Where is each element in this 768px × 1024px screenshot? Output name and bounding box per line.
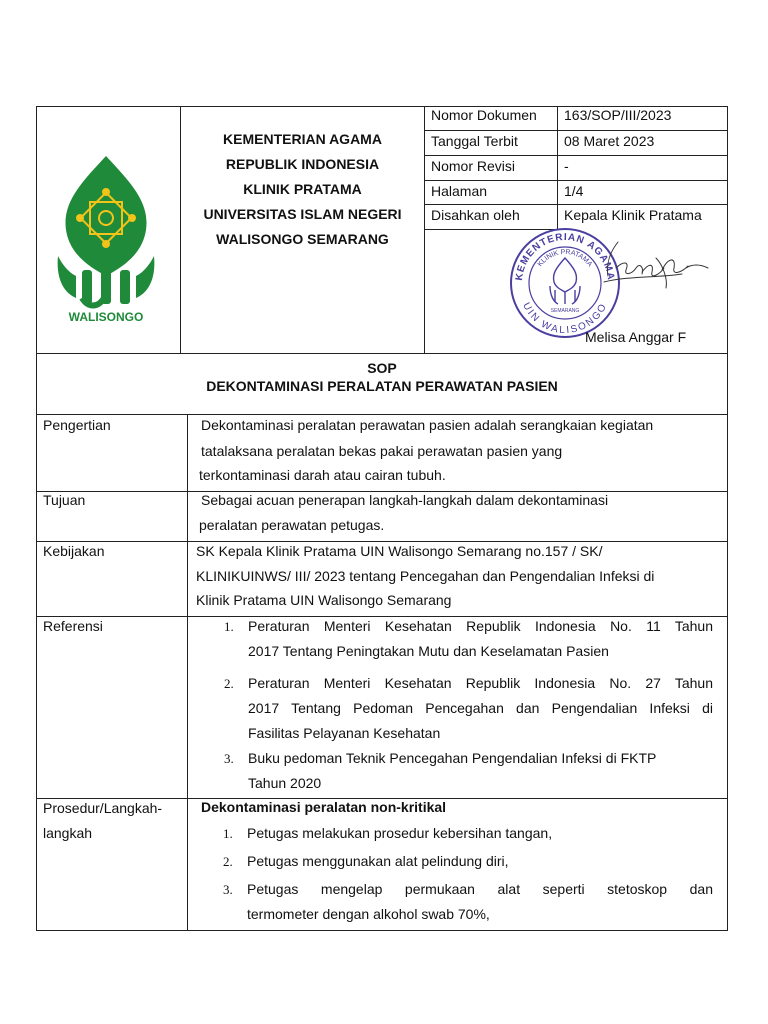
- ref-item-1-number: 1.: [224, 619, 234, 634]
- stamp-inner-text: KLINIK PRATAMA: [536, 248, 594, 269]
- table-border-left: [36, 106, 37, 931]
- meta-label-disahkan-oleh: Disahkan oleh: [431, 207, 520, 223]
- meta-label-tanggal-terbit: Tanggal Terbit: [431, 133, 518, 149]
- label-pengertian: Pengertian: [43, 417, 111, 433]
- table-border-right: [727, 106, 728, 931]
- prosedur-item-3-line-1: Petugas mengelap permukaan alat seperti stetoskop dan: [247, 881, 713, 897]
- meta-line-4: [424, 204, 728, 205]
- prosedur-item-1-line-1: Petugas melakukan prosedur kebersihan tangan,: [247, 825, 553, 841]
- sop-title: DEKONTAMINASI PERALATAN PERAWATAN PASIEN: [206, 378, 558, 394]
- tujuan-line-1: Sebagai acuan penerapan langkah-langkah dalam dekontaminasi: [201, 492, 609, 508]
- kebijakan-line-2: KLINIKUINWS/ III/ 2023 tentang Pencegahan dan Pengendalian Infeksi di: [196, 568, 655, 584]
- ref-item-2-number: 2.: [224, 676, 234, 691]
- ref-item-3-line-1: Buku pedoman Teknik Pencegahan Pengendalian Infeksi di FKTP: [248, 750, 657, 766]
- pengertian-line-1: Dekontaminasi peralatan perawatan pasien adalah serangkaian kegiatan: [201, 417, 654, 433]
- ref-item-3-line-2: Tahun 2020: [248, 775, 322, 791]
- prosedur-heading: Dekontaminasi peralatan non-kritikal: [201, 799, 447, 815]
- meta-value-tanggal-terbit: 08 Maret 2023: [564, 133, 655, 149]
- title-bottom-line: [36, 414, 728, 415]
- signature: [596, 238, 714, 298]
- org-line-3: KLINIK PRATAMA: [243, 181, 362, 197]
- meta-line-3: [424, 180, 728, 181]
- label-referensi: Referensi: [43, 618, 103, 634]
- ref-item-3-number: 3.: [224, 751, 234, 766]
- stamp-bottom-text: UIN WALISONGO: [520, 300, 610, 337]
- pengertian-line-2: tatalaksana peralatan bekas pakai perawatan pasien yang: [201, 443, 563, 459]
- prosedur-item-2-line-1: Petugas menggunakan alat pelindung diri,: [247, 853, 509, 869]
- prosedur-item-2-number: 2.: [223, 854, 233, 869]
- prosedur-item-1-number: 1.: [223, 826, 233, 841]
- meta-label-nomor-revisi: Nomor Revisi: [431, 158, 516, 174]
- tujuan-line-2: peralatan perawatan petugas.: [199, 517, 385, 533]
- meta-divider: [557, 106, 558, 229]
- ref-item-1-line-2: 2017 Tentang Peningtakan Mutu dan Keselamatan Pasien: [248, 643, 609, 659]
- org-line-1: KEMENTERIAN AGAMA: [223, 131, 382, 147]
- kebijakan-line-1: SK Kepala Klinik Pratama UIN Walisongo Semarang no.157 / SK/: [196, 543, 603, 559]
- prosedur-item-3-line-2: termometer dengan alkohol swab 70%,: [247, 906, 490, 922]
- label-prosedur-line-1: Prosedur/Langkah-: [43, 800, 163, 816]
- header-bottom-line: [36, 353, 728, 354]
- meta-line-1: [424, 130, 728, 131]
- uin-walisongo-logo: [52, 152, 160, 328]
- ref-item-2-line-3: Fasilitas Pelayanan Kesehatan: [248, 725, 441, 741]
- label-prosedur-line-2: langkah: [43, 825, 93, 841]
- stamp-top-text: KEMENTERIAN AGAMA: [513, 231, 617, 282]
- meta-value-halaman: 1/4: [564, 183, 584, 199]
- prosedur-item-3-number: 3.: [223, 882, 233, 897]
- logo-wordmark: WALISONGO: [68, 310, 144, 324]
- ref-item-2-line-1: Peraturan Menteri Kesehatan Republik Indonesia No. 27 Tahun: [248, 675, 713, 691]
- meta-label-halaman: Halaman: [431, 183, 488, 199]
- org-line-5: WALISONGO SEMARANG: [216, 231, 389, 247]
- pengertian-line-3: terkontaminasi darah atau cairan tubuh.: [199, 467, 446, 483]
- ref-item-1-line-1: Peraturan Menteri Kesehatan Republik Indonesia No. 11 Tahun: [248, 618, 713, 634]
- kebijakan-line-3: Klinik Pratama UIN Walisongo Semarang: [196, 592, 452, 608]
- label-kebijakan: Kebijakan: [43, 543, 105, 559]
- signer-name: Melisa Anggar F: [585, 329, 687, 345]
- meta-line-2: [424, 155, 728, 156]
- meta-value-nomor-dokumen: 163/SOP/III/2023: [564, 107, 672, 123]
- org-line-4: UNIVERSITAS ISLAM NEGERI: [203, 206, 402, 222]
- stamp-city-text: SEMARANG: [550, 308, 580, 314]
- ref-item-2-line-2: 2017 Tentang Pedoman Pencegahan dan Pengendalian Infeksi di: [248, 700, 713, 716]
- meta-value-disahkan-oleh: Kepala Klinik Pratama: [564, 207, 702, 223]
- org-line-2: REPUBLIK INDONESIA: [225, 156, 380, 172]
- sop-label: SOP: [367, 360, 397, 376]
- table-border-bottom: [36, 930, 728, 931]
- label-tujuan: Tujuan: [43, 492, 86, 508]
- meta-value-nomor-revisi: -: [564, 158, 569, 174]
- meta-label-nomor-dokumen: Nomor Dokumen: [431, 107, 537, 123]
